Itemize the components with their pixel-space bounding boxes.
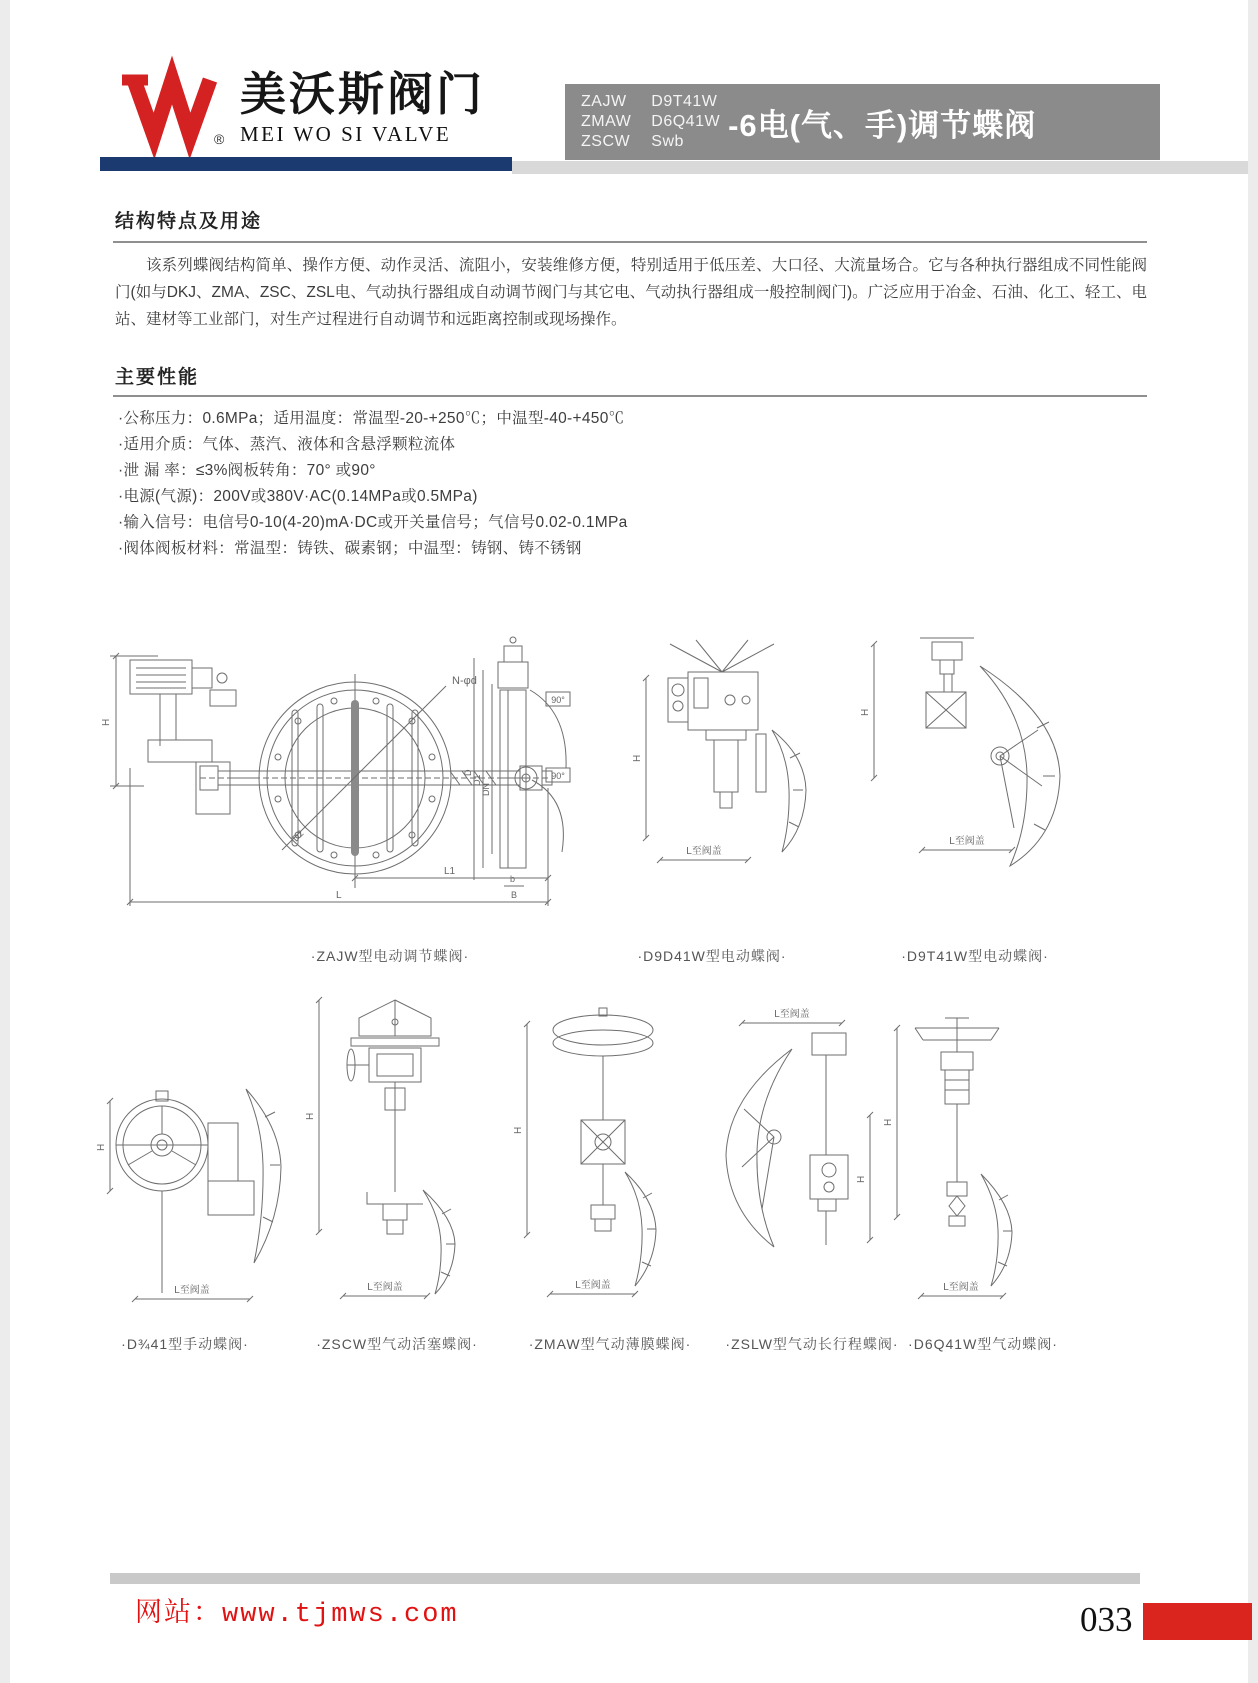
dim-label-l-cover: L至阀盖 [575,1280,611,1291]
dim-label-h: H [632,754,643,762]
dim-label-bb: B [511,890,518,900]
page-title: -6电(气、手)调节蝶阀 [728,107,1037,143]
model-code: Swb [651,133,684,150]
dim-label-d: D [463,769,473,776]
dim-label-l-cover: L至阀盖 [686,846,722,857]
section-rule [113,395,1147,397]
section-heading-performance: 主要性能 [115,367,200,388]
dim-label-b: b [510,874,516,884]
dim-label-l-cover: L至阀盖 [949,836,985,847]
footer-red-block [1143,1603,1252,1640]
section-heading-features: 结构特点及用途 [115,211,263,232]
performance-item: ·阀体阀板材料：常温型：铸铁、碳素钢；中温型：铸钢、铸不锈钢 [118,540,582,557]
drawing-d9t41w-valve [862,628,1067,883]
drawing-zmaw-diaphragm-valve [515,1000,690,1300]
dim-label-d2: D2 [290,828,306,844]
drawing-caption: ·D9D41W型电动蝶阀· [637,948,787,964]
drawing-d6q41w-pneumatic-valve [885,1012,1045,1302]
footer-gray-bar [110,1573,1140,1584]
model-codes-col1 [581,92,631,152]
header-gray-strip [512,161,1248,174]
drawing-caption: ·D6Q41W型气动蝶阀· [908,1336,1058,1352]
drawing-d9d41w-valve [630,638,815,883]
dim-label-h: H [96,1143,107,1151]
drawing-caption: ·ZAJW型电动调节蝶阀· [310,948,470,964]
dim-label-h: H [513,1126,524,1134]
brand-name-en: MEI WO SI VALVE [240,122,452,146]
performance-item: ·泄 漏 率：≤3%阀板转角：70° 或90° [118,462,376,479]
page-number: 033 [1080,1600,1133,1639]
dim-label-90deg: 90° [551,771,565,781]
performance-item: ·电源(气源)：200V或380V·AC(0.14MPa或0.5MPa) [118,488,478,505]
dim-label-l-cover: L至阀盖 [943,1282,979,1293]
header-navy-bar [100,157,512,171]
drawing-caption: ·ZMAW型气动薄膜蝶阀· [528,1336,692,1352]
drawing-zslw-longstroke-valve [712,1005,882,1305]
dim-label-d1: D1 [472,774,482,786]
model-code: ZAJW [581,93,627,110]
dim-label-l-cover: L至阀盖 [774,1009,810,1020]
dim-label-dn: DN [481,783,491,796]
dim-label-l: L [336,890,342,901]
brand-name-cn: 美沃斯阀门 [240,69,485,120]
page-left-margin [0,0,10,1683]
performance-item: ·输入信号：电信号0-10(4-20)mA·DC或开关量信号；气信号0.02-0.1MPa [118,514,628,531]
dim-label-n-phi-d: N-φd [452,675,477,687]
page-right-margin [1248,0,1258,1683]
dim-label-90deg: 90° [551,695,565,705]
model-code: D9T41W [651,93,718,110]
performance-list [118,406,1148,562]
performance-item: ·公称压力：0.6MPa；适用温度：常温型-20-+250℃；中温型-40-+450℃ [118,410,625,427]
logo-registered-mark: ® [214,131,225,147]
model-code: ZMAW [581,113,632,130]
dim-label-h: H [883,1118,894,1126]
dim-label-l-cover: L至阀盖 [174,1285,210,1296]
model-code-bar [565,84,1160,160]
dim-label-l-cover: L至阀盖 [367,1282,403,1293]
dim-label-h: H [101,718,112,726]
dim-label-h: H [856,1175,867,1183]
dim-label-h: H [305,1112,316,1120]
drawing-caption: ·D¾41型手动蝶阀· [121,1336,249,1352]
footer-website: 网站：www.tjmws.com [135,1600,459,1630]
model-codes-col2 [651,92,720,152]
drawing-zajw-valve [100,628,575,920]
brand-block [240,69,485,147]
dim-label-l1: L1 [444,866,456,877]
drawing-zscw-piston-valve [305,992,485,1304]
section-rule [113,241,1147,243]
drawing-caption: ·ZSCW型气动活塞蝶阀· [316,1336,478,1352]
drawing-caption: ·D9T41W型电动蝶阀· [901,948,1049,964]
drawing-caption: ·ZSLW型气动长行程蝶阀· [725,1336,899,1352]
model-code: D6Q41W [651,113,721,130]
features-paragraph: 该系列蝶阀结构简单、操作方便、动作灵活、流阻小，安装维修方便，特别适用于低压差、大口径、大流量场合。它与各种执行器组成不同性能阀门(如与DKJ、ZMA、ZSC、ZSL电、气动执行器组成自动调节阀门与其它电、气动执行器组成一般控制阀门)。广泛应用于冶金、石油、化工、轻工、电站、建材等工业部门，对生产过程进行自动调节和远距离控制或现场操作。 [115,257,1147,328]
logo-w-icon [116,66,228,152]
performance-item: ·适用介质：气体、蒸汽、液体和含悬浮颗粒流体 [118,436,456,453]
dim-label-h: H [860,708,871,716]
drawing-d341-manual-valve [96,1005,265,1305]
model-code: ZSCW [581,133,631,150]
